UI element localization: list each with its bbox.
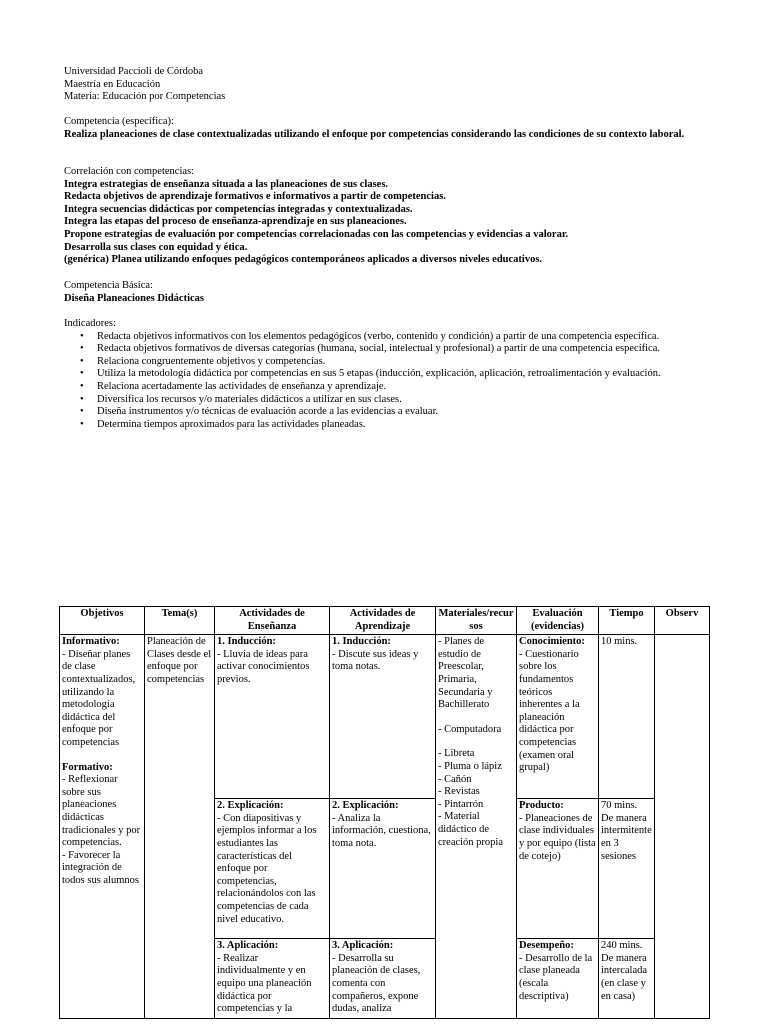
correlacion-item: Integra las etapas del proceso de enseñanza-aprendizaje en sus planeaciones. — [64, 216, 407, 228]
bullet-icon: • — [80, 368, 84, 380]
ensenanza-cell — [215, 939, 330, 1019]
indicador-text: Redacta objetivos informativos con los elementos pedagógicos (verbo, contenido y condición) a partir de una competencia específica. — [97, 330, 660, 342]
indicadores-list — [64, 331, 714, 432]
ensenanza-text: - Con diapositivas y ejemplos informar a los estudiantes las características del enfoque por competencias, relacionándolos con las competencias de cada nivel educativo. — [217, 812, 317, 925]
informativo-text: - Diseñar planes de clase contextualizados, utilizando la metodología didáctica del enfoque por competencias — [62, 648, 136, 748]
formativo-text: - Favorecer la integración de todos sus alumnos — [62, 849, 140, 886]
correlacion-item: Propone estrategias de evaluación por competencias correlacionadas con las competencias y evidencias a valorar. — [64, 228, 569, 240]
ensenanza-text: - Lluvia de ideas para activar conocimientos previos. — [217, 648, 310, 685]
formativo-label: Formativo: — [62, 761, 113, 773]
bullet-icon: • — [80, 355, 84, 367]
material-item: - Pluma o lápiz — [438, 760, 502, 772]
header-observaciones: Observ — [655, 607, 710, 635]
objetivos-cell — [60, 635, 145, 1019]
planning-table — [59, 606, 710, 1019]
aprendizaje-text: - Discute sus ideas y toma notas. — [332, 648, 419, 673]
evaluacion-text: - Planeaciones de clase individuales y por equipo (lista de cotejo) — [519, 812, 596, 862]
indicador-text: Relaciona congruentemente objetivos y competencias. — [97, 355, 326, 367]
bullet-icon: • — [80, 380, 84, 392]
material-item: - Cañón — [438, 773, 472, 785]
indicador-item — [80, 380, 714, 394]
materiales-cell — [436, 635, 517, 1019]
subject-name: Materia: Educación por Competencias — [64, 91, 226, 103]
header-evaluacion: Evaluación (evidencias) — [517, 607, 599, 635]
competencia-especifica-label: Competencia (específica): — [64, 116, 174, 127]
material-item: - Material didáctico de creación propia — [438, 811, 504, 848]
indicador-text: Diseña instrumentos y/o técnicas de evaluación acorde a las evidencias a evaluar. — [97, 406, 439, 418]
material-item: - Planes de estudio de Preescolar, Primaria, Secundaria y Bachillerato — [438, 636, 493, 711]
aprendizaje-title: 3. Aplicación: — [332, 940, 394, 952]
indicador-item — [80, 330, 714, 344]
program-name: Maestría en Educación — [64, 78, 161, 90]
informativo-label: Informativo: — [62, 636, 120, 648]
aprendizaje-title: 1. Inducción: — [332, 636, 391, 648]
indicador-text: Relaciona acertadamente las actividades de enseñanza y aprendizaje. — [97, 380, 387, 392]
header-materiales: Materiales/recursos — [436, 607, 517, 635]
document-header — [64, 66, 714, 104]
aprendizaje-title: 2. Explicación: — [332, 800, 399, 812]
ensenanza-title: 3. Aplicación: — [217, 940, 279, 952]
header-actividades-aprendizaje: Actividades de Aprendizaje — [330, 607, 436, 635]
observaciones-cell — [655, 635, 710, 1019]
evaluacion-cell — [517, 635, 599, 799]
competencia-especifica-text: Realiza planeaciones de clase contextualizadas utilizando el enfoque por competencias considerando las condiciones de su contexto laboral. — [64, 128, 685, 140]
indicador-text: Diversifica los recursos y/o materiales didácticos a utilizar en sus clases. — [97, 393, 402, 405]
formativo-text: - Reflexionar sobre sus planeaciones didácticas tradicionales y por competencias. — [62, 774, 141, 849]
table-header-row — [60, 607, 710, 635]
header-actividades-ensenanza: Actividades de Enseñanza — [215, 607, 330, 635]
competencia-basica-label: Competencia Básica: — [64, 280, 153, 291]
indicador-item — [80, 406, 714, 419]
aprendizaje-cell — [330, 799, 436, 939]
indicador-item — [80, 355, 714, 369]
bullet-icon: • — [80, 406, 84, 418]
correlacion-label: Correlación con competencias: — [64, 166, 195, 177]
bullet-icon: • — [80, 330, 84, 342]
evaluacion-title: Conocimiento: — [519, 636, 585, 648]
evaluacion-text: - Desarrollo de la clase planeada (escala descriptiva) — [519, 952, 593, 1002]
indicador-text: Determina tiempos aproximados para las actividades planeadas. — [97, 418, 366, 430]
header-temas: Tema(s) — [145, 607, 215, 635]
header-tiempo: Tiempo — [599, 607, 655, 635]
indicador-item — [80, 418, 714, 432]
ensenanza-cell — [215, 635, 330, 799]
competencia-basica-text: Diseña Planeaciones Didácticas — [64, 292, 204, 304]
indicadores-label: Indicadores: — [64, 318, 116, 329]
evaluacion-cell — [517, 799, 599, 939]
aprendizaje-text: - Analiza la información, cuestiona, toma nota. — [332, 812, 431, 849]
competencia-especifica-section — [64, 116, 714, 141]
indicador-text: Utiliza la metodología didáctica por competencias en sus 5 etapas (inducción, explicación, aplicación, retroalimentación y evaluación. — [97, 368, 661, 380]
aprendizaje-cell — [330, 635, 436, 799]
tema-cell: Planeación de Clases desde el enfoque por competencias — [145, 635, 215, 1019]
indicador-item — [80, 368, 714, 381]
indicador-item — [80, 393, 714, 407]
correlacion-item: Redacta objetivos de aprendizaje formativos e informativos a partir de competencias. — [64, 191, 446, 203]
indicador-text: Redacta objetivos formativos de diversas categorías (humana, social, intelectual y profesional) a partir de una competencia específica. — [97, 343, 660, 355]
correlacion-item: Desarrolla sus clases con equidad y ética. — [64, 241, 248, 253]
ensenanza-title: 1. Inducción: — [217, 636, 276, 648]
tiempo-cell: 70 mins. De manera intermitente en 3 sesiones — [599, 799, 655, 939]
material-item: - Libreta — [438, 748, 475, 760]
correlacion-item: Integra estrategias de enseñanza situada a las planeaciones de sus clases. — [64, 178, 389, 190]
tiempo-cell: 10 mins. — [599, 635, 655, 799]
material-item: - Pintarrón — [438, 798, 484, 810]
bullet-icon: • — [80, 418, 84, 430]
evaluacion-title: Producto: — [519, 800, 564, 812]
ensenanza-text: - Realizar individualmente y en equipo una planeación didáctica por competencias y la — [217, 952, 312, 1015]
tiempo-cell: 240 mins. De manera intercalada (en clase y en casa) — [599, 939, 655, 1019]
bullet-icon: • — [80, 393, 84, 405]
ensenanza-cell — [215, 799, 330, 939]
aprendizaje-text: - Desarrolla su planeación de clases, comenta con compañeros, expone dudas, analiza — [332, 952, 421, 1015]
evaluacion-title: Desempeño: — [519, 940, 574, 952]
evaluacion-text: - Cuestionario sobre los fundamentos teóricos inherentes a la planeación didáctica por competencias (examen oral grupal) — [519, 648, 580, 774]
evaluacion-cell — [517, 939, 599, 1019]
material-item: - Revistas — [438, 786, 480, 798]
correlacion-section — [64, 166, 714, 267]
indicadores-section — [64, 318, 714, 431]
university-name: Universidad Paccioli de Córdoba — [64, 66, 204, 77]
correlacion-item: Integra secuencias didácticas por competencias integradas y contextualizadas. — [64, 203, 413, 215]
indicador-item — [80, 343, 714, 356]
ensenanza-title: 2. Explicación: — [217, 800, 284, 812]
competencia-basica-section — [64, 280, 714, 305]
bullet-icon: • — [80, 343, 84, 355]
table-row — [60, 635, 710, 799]
aprendizaje-cell — [330, 939, 436, 1019]
header-objetivos: Objetivos — [60, 607, 145, 635]
material-item: - Computadora — [438, 723, 502, 735]
correlacion-item: (genérica) Planea utilizando enfoques pedagógicos contemporáneos aplicados a diversos niveles educativos. — [64, 254, 543, 266]
